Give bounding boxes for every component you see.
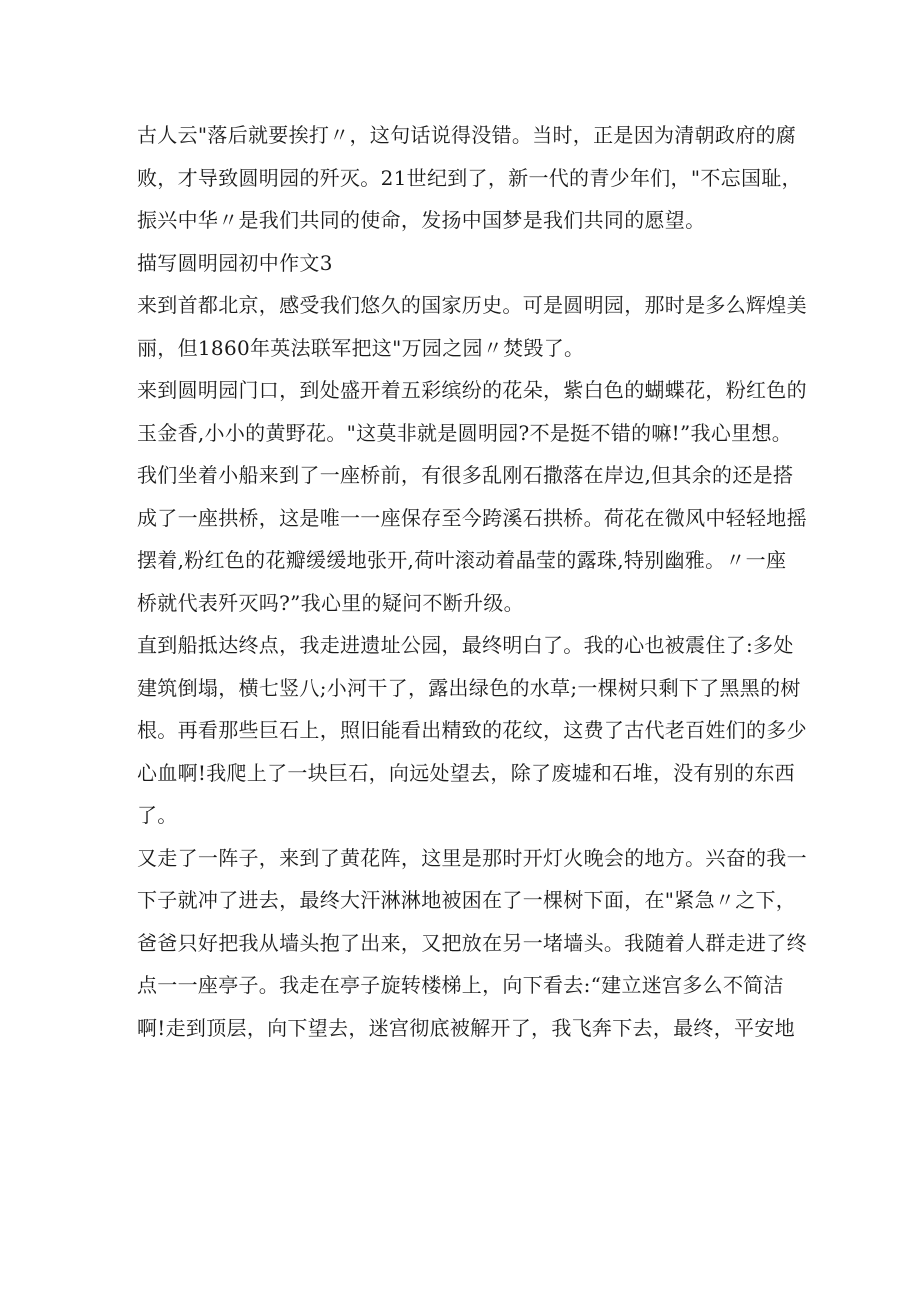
text-line: 又走了一阵子，来到了黄花阵，这里是那时开灯火晚会的地方。兴奋的我一 bbox=[137, 845, 807, 870]
text-line: 点一一座亭子。我走在亭子旋转楼梯上，向下看去:“建立迷宫多么不简洁 bbox=[137, 973, 784, 997]
text-line: 根。再看那些巨石上，照旧能看出精致的花纹，这费了古代老百姓们的多少 bbox=[137, 718, 807, 742]
paragraph-intro bbox=[137, 284, 807, 369]
paragraph-entrance bbox=[137, 369, 807, 624]
text-line: 下子就冲了进去，最终大汗淋淋地被困在了一棵树下面，在"紧急〃之下， bbox=[137, 888, 797, 912]
text-line: 我们坐着小船来到了一座桥前，有很多乱刚石撒落在岸边,但其余的还是搭 bbox=[137, 463, 794, 487]
text-line: 建筑倒塌，横七竖八;小河干了，露出绿色的水草;一棵树只剩下了黑黑的树 bbox=[137, 675, 801, 700]
text-line: 直到船抵达终点，我走进遗址公园，最终明白了。我的心也被震住了:多处 bbox=[137, 633, 794, 657]
heading-text: 描写圆明园初中作文3 bbox=[137, 250, 333, 275]
section-heading bbox=[137, 242, 797, 285]
text-line: 来到首都北京，感受我们悠久的国家历史。可是圆明园，那时是多么辉煌美 bbox=[137, 293, 807, 317]
text-line: 爸爸只好把我从墙头抱了出来，又把放在另一堵墙头。我随着人群走进了终 bbox=[137, 930, 807, 955]
text-line: 成了一座拱桥，这是唯一一座保存至今跨溪石拱桥。荷花在微风中轻轻地摇 bbox=[137, 505, 807, 530]
text-line: 心血啊!我爬上了一块巨石，向远处望去，除了废墟和石堆，没有别的东西 bbox=[137, 760, 795, 785]
text-line: 古人云"落后就要挨打〃，这句话说得没错。当时，正是因为清朝政府的腐 bbox=[137, 123, 797, 147]
text-line: 桥就代表歼灭吗?”我心里的疑问不断升级。 bbox=[137, 590, 524, 615]
text-line: 振兴中华〃是我们共同的使命，发扬中国梦是我们共同的愿望。 bbox=[137, 208, 706, 232]
text-line: 来到圆明园门口，到处盛开着五彩缤纷的花朵，紫白色的蝴蝶花，粉红色的 bbox=[137, 378, 807, 402]
text-line: 丽，但1860年英法联军把这"万园之园〃焚毁了。 bbox=[137, 335, 585, 360]
text-line: 啊!走到顶层，向下望去，迷宫彻底被解开了，我飞奔下去，最终，平安地 bbox=[137, 1015, 795, 1040]
text-line: 了。 bbox=[137, 803, 178, 827]
text-line: 摆着,粉红色的花瓣缓缓地张开,荷叶滚动着晶莹的露珠,特别幽雅。〃一座 bbox=[137, 548, 787, 572]
text-line: 玉金香,小小的黄野花。"这莫非就是圆明园?不是挺不错的嘛!”我心里想。 bbox=[137, 420, 793, 445]
document-body bbox=[137, 114, 807, 1049]
paragraph-conclusion bbox=[137, 114, 802, 242]
paragraph-ruins bbox=[137, 624, 807, 837]
text-line: 败，才导致圆明园的歼灭。21世纪到了，新一代的青少年们，"不忘国耻， bbox=[137, 165, 802, 190]
paragraph-maze bbox=[137, 837, 807, 1050]
